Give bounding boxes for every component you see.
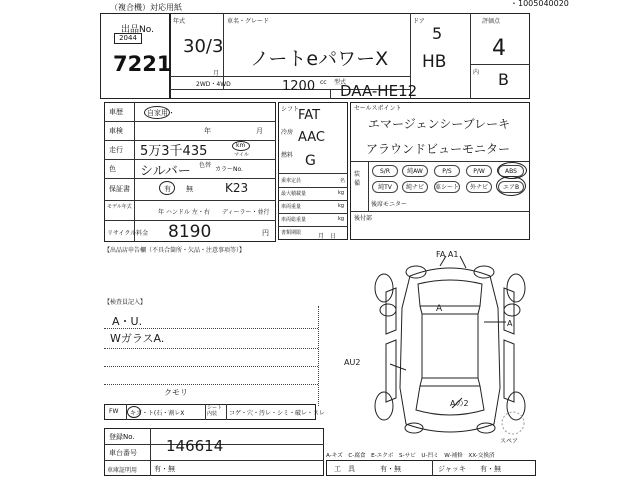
model-label: 型式 [334,79,347,86]
airbag-circle [496,176,526,196]
body-type-value: HB [422,52,447,72]
garage-cert-label: 車庫証明用 [107,467,138,474]
weight-label: 車両重量 [281,204,302,210]
load-unit: kg [338,190,345,196]
mile-unit: マイル [234,152,249,158]
row2-option-0: 純TV [372,181,398,193]
month-unit: 月 [213,70,220,77]
recycle-yen-unit: 円 [262,229,269,237]
cc-unit: cc [320,79,327,86]
model-value: DAA-HE12 [340,82,418,100]
diagram-left-mark: AU2 [344,358,361,367]
color-change-label: 色替 [199,162,212,169]
name-label: 車名・グレード [227,18,270,25]
inspector-label: 【検査員記入】 [104,299,147,306]
seat-items: コゲ・穴・汚レ・シミ・破レ・スレ [229,410,326,417]
doors-label: ドア [413,18,425,25]
row1-option-3: P/W [466,165,492,177]
color-no-label: カラーNo. [215,166,243,173]
recycle-label: リサイクル料金 [107,230,149,237]
warranty-yes: 有 [164,185,171,193]
diagram-top-marks: FA A1 [436,250,459,259]
tools-label: 工 具 [334,465,355,473]
row2-option-2: 革シート [434,181,460,193]
rear-monitor-option: 後席モニター [371,201,408,208]
diagram-center-mark: A [436,304,443,314]
spare-label: スペア [500,438,519,445]
vin-value: 146614 [166,437,224,455]
after-market-label: 後付部 [354,215,373,222]
interior-value: B [498,70,509,89]
fuel-value: G [305,153,316,169]
recycle-value: 8190 [168,222,212,242]
score-label: 評価点 [482,18,501,25]
drive-label: 2WD・4WD [196,81,231,88]
spare-tire-icon [498,408,528,438]
shift-value: FAT [298,108,321,123]
tools-row [326,460,536,476]
year-label: 年式 [173,18,186,25]
row1-option-0: S/R [372,165,398,177]
shift-label: シフト [281,106,300,113]
diagram-right-mark: A [507,319,513,328]
fw-handwritten-note: クモリ [164,388,188,397]
row2-option-4: エアB [498,181,524,193]
options-label: 装備 [354,171,361,187]
jack-options: 有・無 [480,465,501,473]
displacement-value: 1200 [282,79,316,94]
warranty-label: 保証書 [109,185,130,193]
inspector-note-2: WガラスA. [110,332,165,345]
ac-label: 冷房 [281,129,294,136]
gross-label: 車両総重量 [281,217,307,223]
inspector-note-1: A・U. [112,315,143,328]
year-value: 30/3 [183,36,224,57]
diagram-bottom-mark: Aの2 [450,399,469,408]
garage-cert-options: 有・無 [154,465,175,473]
ac-value: AAC [298,130,325,145]
name-value: ノートeパワーX [250,48,389,70]
sales-points-label: セールスポイント [354,105,402,112]
capacity-label: 乗車定員 [281,178,302,184]
usage-type-label: 車歴 [109,108,123,116]
form-type-label: （複合機）対応用紙 [110,3,182,12]
row2-option-3: 外ナビ [466,181,492,193]
weight-unit: kg [338,203,345,209]
lot-sub-number: 2044 [114,33,142,44]
seat-label: シート内装 [207,405,223,417]
doors-value: 5 [432,24,443,43]
fw-label: FW [109,408,119,415]
row1-option-1: 純AW [402,165,428,177]
inspection-month-unit: 月 [256,127,263,135]
mileage-label: 走行 [109,146,123,154]
gross-unit: kg [338,216,345,222]
load-label: 最大積載量 [281,191,307,197]
fw-items: キズ・ト(石・割レX [130,410,185,417]
score-value: 4 [492,36,506,61]
reg-no-label: 登録No. [109,433,135,441]
tools-options: 有・無 [380,465,401,473]
fuel-label: 燃料 [281,152,294,159]
expiry-unit: 月 日 [318,233,337,240]
mileage-value: 5万3千435 [140,144,208,159]
color-value: シルバー [140,164,191,179]
capacity-unit: 名 [340,178,346,184]
color-code-value: K23 [225,181,249,195]
inspection-label: 車検 [109,127,123,135]
vin-label: 車台番号 [109,449,137,457]
row2-option-1: 純ナビ [402,181,428,193]
seller-note-label: 【出品店申告欄（不具合箇所・欠品・注意事項等）】 [104,247,246,254]
usage-type-value: 自家用・ [147,109,175,117]
row1-option-2: P/S [434,165,460,177]
dealer-label: ディーラー・並行 [222,209,270,216]
interior-label: 内 [473,69,480,76]
lot-number: 7221 [113,52,172,76]
km-unit: km [236,142,246,149]
handle-label: 年 ハンドル 左・右 [158,209,210,216]
fw-scratch-circle [127,406,141,418]
damage-legend: A-キズ C-腐食 E-エクボ S-サビ U-凹ミ W-補修 XX-交換済 [326,453,495,459]
expiry-label: 書類期限 [281,230,302,236]
inspection-year-unit: 年 [204,127,211,135]
lot-label: 出品No. [121,25,154,35]
jack-label: ジャッキ [438,465,466,473]
color-label: 色 [109,165,116,173]
sales-point-2: アラウンドビューモニター [366,142,511,156]
row1-option-4: ABS [498,165,524,177]
top-number: ・1005040020 [510,0,569,8]
sales-point-1: エマージェンシーブレーキ [368,117,511,131]
model-year-label: モデル年式 [107,204,132,210]
warranty-no: 無 [186,185,193,193]
